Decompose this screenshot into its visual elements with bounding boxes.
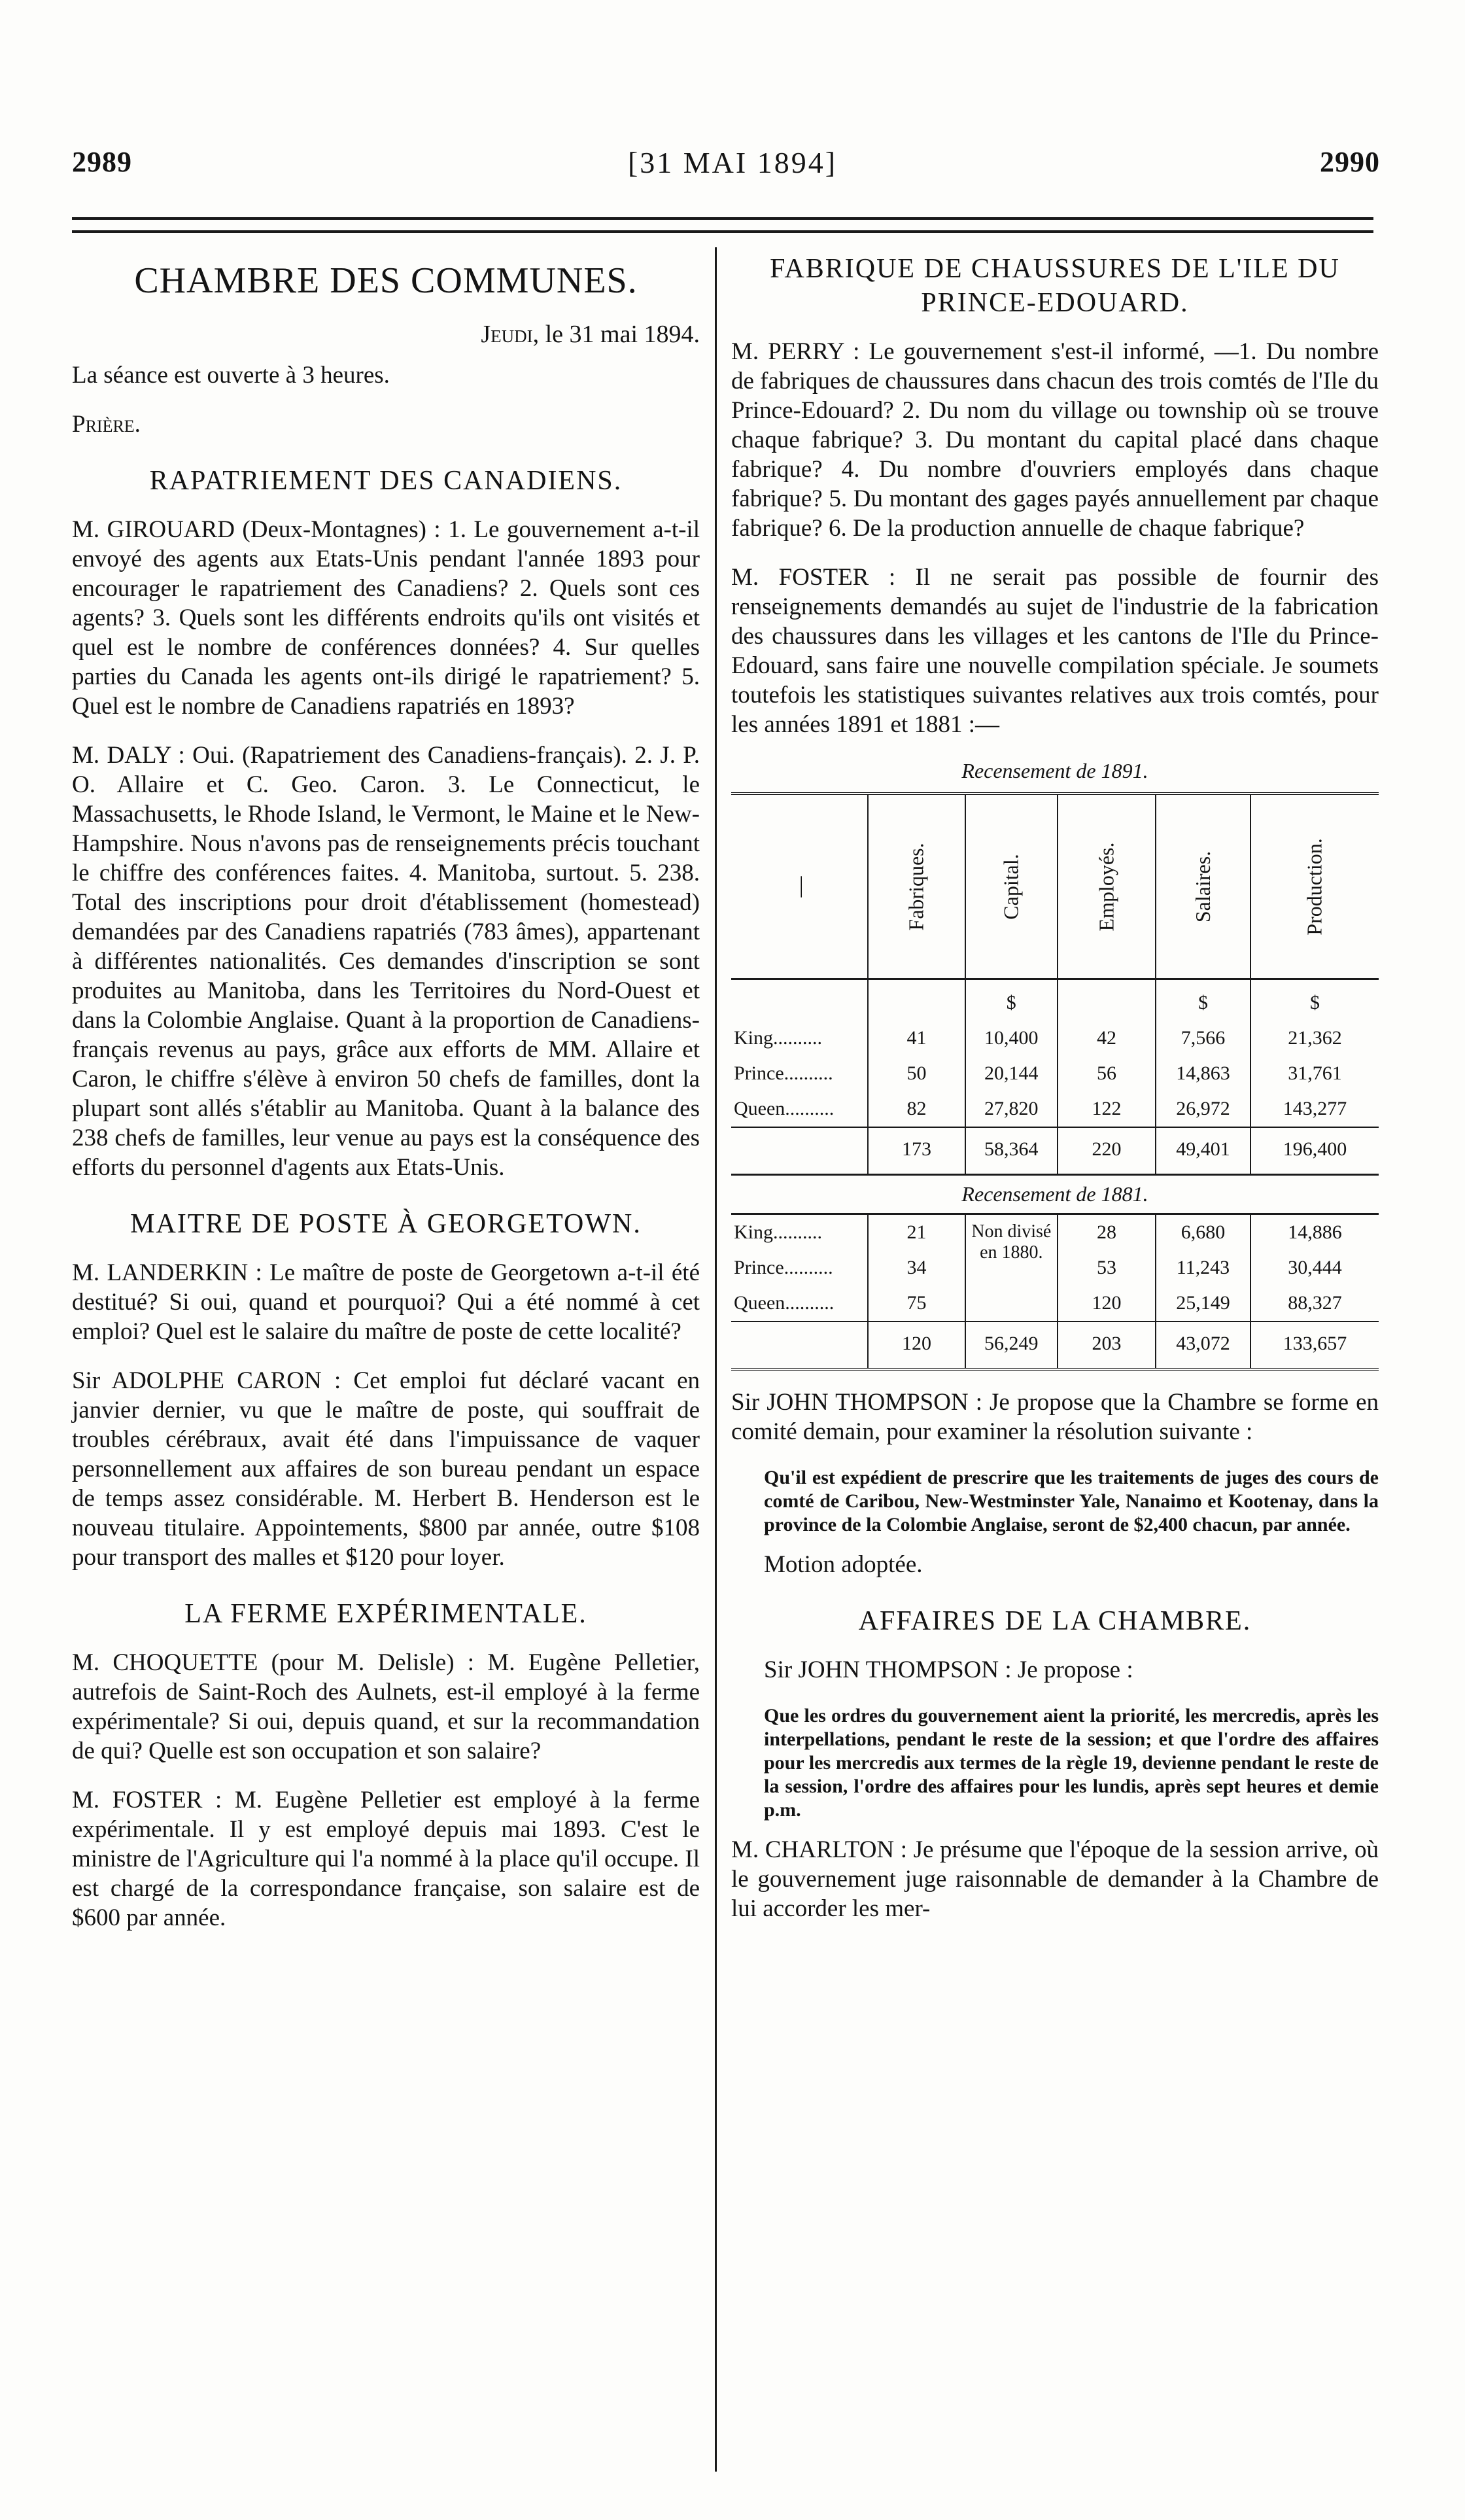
header-rule-top xyxy=(72,217,1373,220)
column-divider xyxy=(715,247,717,2472)
motion-thompson: Sir JOHN THOMPSON : Je propose que la Chambre se forme en comité demain, pour examiner la résolution suivante : xyxy=(731,1389,1379,1445)
question-girouard: M. GIROUARD (Deux-Montagnes) : 1. Le gouvernement a-t-il envoyé des agents aux Etats-Unis pendant l'année 1893 pour encourager le rapatriement des Canadiens? 2. Quels sont ces agents? 3. Quels sont les différents endroits qu'ils ont visités et quel est le nombre de conférences données? 4. Sur quelles parties du Canada les agents ont-ils dirigé le rapatriement? 5. Quel est le nombre de Canadiens rapatriés en 1893? xyxy=(72,516,700,720)
session-date xyxy=(72,320,700,349)
question-perry: M. PERRY : Le gouvernement s'est-il informé, —1. Du nombre de fabriques de chaussures dans chacun des trois comtés de l'Ile du Prince-Edouard? 2. Du nom du village ou township où se trouve chaque fabrique? 3. Du montant du capital placé dans chaque fabrique? 4. Du nombre d'ouvriers employés dans chaque fabrique? 5. Du montant des gages payés annuellement par chaque fabrique? 6. De la production annuelle de chaque fabrique? xyxy=(731,338,1379,542)
priere: Prière. xyxy=(72,411,141,438)
table-rule-bottom xyxy=(731,1368,1379,1371)
census-table xyxy=(731,795,1379,1368)
col-header-county: — xyxy=(731,795,868,979)
table-row-dollars: $ $ $ xyxy=(731,979,1379,1021)
question-landerkin: M. LANDERKIN : Le maître de poste de Georgetown a-t-il été destitué? Si oui, quand et pourquoi? Qui a été nommé à cet emploi? Quel est le salaire du maître de poste de cette localité? xyxy=(72,1259,700,1345)
col-header-employes: Employés. xyxy=(1058,795,1156,979)
seance-opening: La séance est ouverte à 3 heures. xyxy=(72,362,390,389)
table-row: Queen.......... 82 27,820 122 26,972 143,277 xyxy=(731,1091,1379,1127)
col-header-fabriques: Fabriques. xyxy=(868,795,965,979)
resolution-text: Qu'il est expédient de prescrire que les traitements de juges des cours de comté de Caribou, New-Westminster Yale, Nanaimo et Kootenay, dans la province de la Colombie Anglaise, seront de $2,400 chacun, par année. xyxy=(764,1467,1379,1535)
answer-foster-fabrique: M. FOSTER : Il ne serait pas possible de fournir des renseignements demandés au sujet de l'industrie de la fabrication des chaussures dans les villages et les cantons de l'Ile du Prince-Edouard, sans faire une nouvelle compilation spéciale. Je soumets toutefois les statistiques suivantes relatives aux trois comtés, pour les années 1891 et 1881 :— xyxy=(731,564,1379,738)
right-page-number: 2990 xyxy=(1320,146,1380,178)
table-row: Queen.......... 75 120 25,149 88,327 xyxy=(731,1286,1379,1321)
session-date-rest: , le 31 mai 1894. xyxy=(532,321,700,348)
table-row: King.......... 41 10,400 42 7,566 21,362 xyxy=(731,1021,1379,1056)
table-header-row xyxy=(731,795,1379,979)
chamber-title: CHAMBRE DES COMMUNES. xyxy=(134,260,638,301)
section-heading-maitre-de-poste: MAITRE DE POSTE À GEORGETOWN. xyxy=(130,1209,642,1239)
session-day: Jeudi xyxy=(481,321,533,348)
section-heading-affaires: AFFAIRES DE LA CHAMBRE. xyxy=(858,1606,1252,1636)
running-date-header: [31 MAI 1894] xyxy=(627,146,838,179)
remark-charlton: M. CHARLTON : Je présume que l'époque de la session arrive, où le gouvernement juge raisonnable de demander à la Chambre de lui accorder les mer- xyxy=(731,1836,1379,1922)
question-choquette: M. CHOQUETTE (pour M. Delisle) : M. Eugène Pelletier, autrefois de Saint-Roch des Aulnets, est-il employé à la ferme expérimentale? Si oui, depuis quand, et sur la recommandation de qui? Quelle est son occupation et son salaire? xyxy=(72,1649,700,1764)
table-row: King.......... 21 Non divisé en 1880. 28 6,680 14,886 xyxy=(731,1214,1379,1251)
proposition-text: Que les ordres du gouvernement aient la priorité, les mercredis, après les interpellations, pendant le reste de la session; et que l'ordre des affaires pour les mercredis aux termes de la règle 19, devienne pendant le reste de la session, l'ordre des affaires pour les lundis, après sept heures et demie p.m. xyxy=(764,1705,1379,1821)
col-header-production: Production. xyxy=(1250,795,1379,979)
table-total-row-1881: 120 56,249 203 43,072 133,657 xyxy=(731,1321,1379,1368)
table-caption-1891: Recensement de 1891. xyxy=(961,759,1148,782)
section-heading-ferme: LA FERME EXPÉRIMENTALE. xyxy=(184,1599,587,1629)
section-heading-fabrique: FABRIQUE DE CHAUSSURES DE L'ILE DU PRINCE-EDOUARD. xyxy=(770,254,1340,318)
col-header-salaires: Salaires. xyxy=(1156,795,1250,979)
header-rule-bottom xyxy=(72,230,1373,233)
left-page-number: 2989 xyxy=(72,146,132,178)
table-row: Prince.......... 34 53 11,243 30,444 xyxy=(731,1250,1379,1286)
answer-daly: M. DALY : Oui. (Rapatriement des Canadiens-français). 2. J. P. O. Allaire et C. Geo. Caron. 3. Le Connecticut, le Massachusetts, le Rhode Island, le Vermont, le Maine et le New-Hampshire. Nous n'avons pas de renseignements précis touchant le chiffre des conférences faites. 4. Manitoba, surtout. 5. 238. Total des inscriptions pour droit d'établissement (homestead) demandées par des Canadiens rapatriés (783 âmes), appartenant à différentes nationalités. Ces demandes d'inscription se sont produites au Manitoba, dans les Territoires du Nord-Ouest et dans la Colombie Anglaise. Quant à la proportion de Canadiens-français revenus au pays, grâce aux efforts de MM. Allaire et Caron, le chiffre s'élève à environ 50 chefs de familles, dont la plupart sont allés s'établir au Manitoba. Quant à la balance des 238 chefs de familles, leur venue au pays est la conséquence des efforts du personnel d'agents aux Etats-Unis. xyxy=(72,742,700,1181)
table-row: Prince.......... 50 20,144 56 14,863 31,761 xyxy=(731,1056,1379,1091)
table-total-row-1891: 173 58,364 220 49,401 196,400 xyxy=(731,1127,1379,1175)
col-header-capital: Capital. xyxy=(965,795,1058,979)
right-column xyxy=(731,252,1379,1943)
thompson-propose: Sir JOHN THOMPSON : Je propose : xyxy=(764,1656,1133,1683)
left-column xyxy=(72,252,700,1952)
table-caption-row-1881: Recensement de 1881. xyxy=(731,1175,1379,1214)
motion-adoptee: Motion adoptée. xyxy=(764,1551,923,1578)
section-heading-rapatriement: RAPATRIEMENT DES CANADIENS. xyxy=(149,466,623,496)
answer-foster-ferme: M. FOSTER : M. Eugène Pelletier est employé à la ferme expérimentale. Il y est employé depuis mai 1893. C'est le ministre de l'Agriculture qui l'a nommé à la place qu'il occupe. Il est chargé de la correspondance française, son salaire est de $600 par année. xyxy=(72,1787,700,1931)
answer-caron: Sir ADOLPHE CARON : Cet emploi fut déclaré vacant en janvier dernier, vu que le maître de poste, qui souffrait de troubles cérébraux, avait été dans l'impuissance de vaquer personnellement aux affaires de son bureau pendant un espace de temps assez considérable. M. Herbert B. Henderson est le nouveau titulaire. Appointements, $800 par année, outre $108 pour transport des malles et $120 pour loyer. xyxy=(72,1367,700,1571)
